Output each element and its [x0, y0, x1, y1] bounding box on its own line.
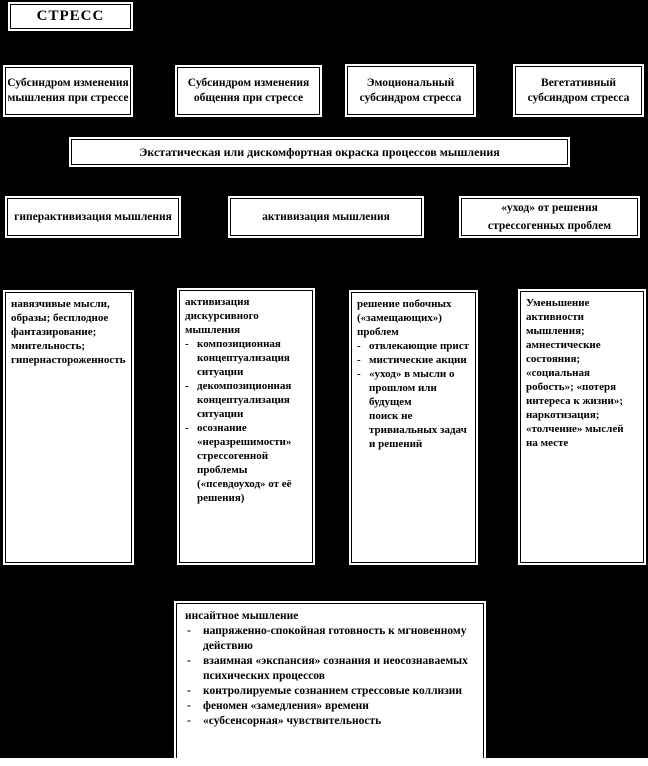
list-item: - мистические акции: [357, 354, 467, 366]
insight-title: инсайтное мышление: [185, 610, 299, 622]
mode-label: «уход» от решения стрессогенных проблем: [487, 202, 612, 232]
column-text: навязчивые мысли, образы; бесплодное фантазирование; мнительность; гипернастороженность: [11, 298, 126, 366]
mode-box-escape: [461, 198, 638, 236]
dash-bullet: -: [185, 422, 189, 434]
coloring-box: [71, 139, 568, 165]
list-item: - осознание «неразрешимости» стрессогенной проблемы («псевдоуход» от её решения): [185, 422, 292, 504]
list-item: - «уход» в мысли о прошлом или будущем: [357, 368, 455, 408]
subsyndrome-label: Субсиндром изменения мышления при стрессе: [7, 77, 129, 104]
list-item: - взаимная «экспансия» сознания и неосознаваемых психических процессов: [187, 655, 468, 682]
mode-label: активизация мышления: [262, 211, 390, 223]
stress-label: СТРЕСС: [36, 8, 105, 24]
dash-bullet: -: [187, 685, 191, 697]
column-box-side-problems: [351, 292, 476, 563]
column-box-obsessive-thoughts: [5, 292, 132, 563]
dash-bullet: -: [357, 354, 361, 366]
column-title: решение побочных («замещающих») проблем: [357, 298, 452, 338]
list-item: - отвлекающие прист: [357, 340, 470, 352]
insight-box: [176, 603, 484, 759]
list-item: - композиционная концептуализация ситуации: [185, 338, 290, 378]
subsyndrome-box-communication: [177, 67, 320, 115]
dash-bullet: -: [185, 380, 189, 392]
column-title: активизация дискурсивного мышления: [185, 296, 259, 336]
subsyndrome-label: Субсиндром изменения общения при стрессе: [187, 77, 310, 104]
subsyndrome-box-emotional: [347, 66, 474, 115]
list-item: - феномен «замедления» времени: [187, 700, 369, 712]
column-note: поиск не тривиальных задач и решений: [369, 410, 467, 450]
subsyndrome-box-vegetative: [515, 66, 642, 115]
list-item: - напряженно-спокойная готовность к мгновенному действию: [187, 625, 467, 652]
dash-bullet: -: [187, 625, 191, 637]
mode-box-hyperactivation: [7, 198, 179, 236]
dash-bullet: -: [187, 715, 191, 727]
subsyndrome-label: Вегетативный субсиндром стресса: [527, 76, 630, 104]
column-box-discursive-thinking: [179, 290, 313, 563]
dash-bullet: -: [357, 340, 361, 352]
dash-bullet: -: [187, 700, 191, 712]
column-text: Уменьшение активности мышления; амнестические состояния; «социальная робость»; «потеря интереса к жизни»; наркотизация; «толчение» мыслей на месте: [526, 297, 624, 449]
dash-bullet: -: [357, 368, 361, 380]
mode-box-activation: [230, 198, 422, 236]
stress-box: [10, 4, 131, 29]
coloring-label: Экстатическая или дискомфортная окраска процессов мышления: [139, 145, 500, 159]
list-item: - контролируемые сознанием стрессовые коллизии: [187, 685, 463, 697]
column-box-decreased-activity: [520, 291, 644, 563]
subsyndrome-box-thinking: [5, 67, 131, 115]
mode-label: гиперактивизация мышления: [14, 211, 172, 223]
list-item: - «субсенсорная» чувствительность: [187, 715, 382, 727]
subsyndrome-label: Эмоциональный субсиндром стресса: [359, 76, 462, 104]
dash-bullet: -: [185, 338, 189, 350]
list-item: - декомпозиционная концептуализация ситуации: [185, 380, 292, 420]
dash-bullet: -: [187, 655, 191, 667]
page-bottom-margin: [0, 758, 648, 766]
